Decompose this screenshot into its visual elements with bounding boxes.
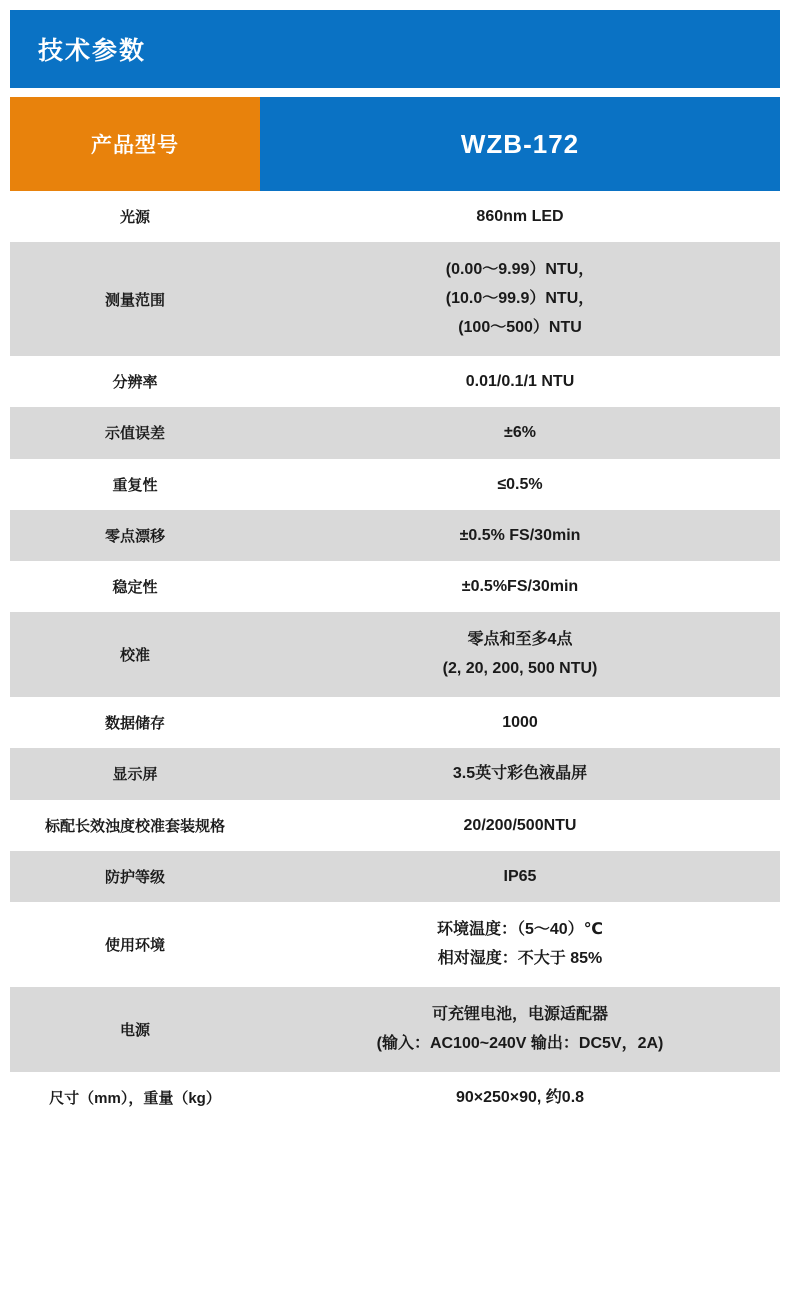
row-value-cell xyxy=(260,697,780,748)
row-label-cell xyxy=(10,459,260,510)
row-label-cell xyxy=(10,612,260,697)
table-row xyxy=(10,510,780,561)
row-value-text xyxy=(260,561,780,612)
row-label-text: 零点漂移 xyxy=(104,527,165,545)
row-value-line: 零点和至多4点 xyxy=(467,631,573,649)
row-label-text: 防护等级 xyxy=(104,868,165,886)
row-value-line: 环境温度：（5～40）℃ xyxy=(436,920,604,938)
row-label-cell xyxy=(10,191,260,242)
row-value-line: 860nm LED xyxy=(476,208,564,225)
table-header-row xyxy=(10,97,780,191)
row-label-cell xyxy=(10,242,260,356)
row-label-text: 重复性 xyxy=(112,476,158,494)
row-value-line: 20/200/500NTU xyxy=(463,816,577,834)
row-value-text xyxy=(260,987,780,1072)
row-value-text xyxy=(260,612,780,697)
row-value-text xyxy=(260,1072,780,1123)
row-value-line: 3.5英寸彩色液晶屏 xyxy=(452,765,588,783)
row-value-cell xyxy=(260,242,780,356)
row-value-cell xyxy=(260,612,780,697)
row-value-line: 0.01/0.1/1 NTU xyxy=(465,373,575,391)
header-cell-model-value: WZB-172 xyxy=(260,97,780,191)
row-value-line: ≤0.5% xyxy=(497,475,543,493)
row-label-cell xyxy=(10,697,260,748)
row-value-line: 90×250×90, 约0.8 xyxy=(455,1088,585,1106)
row-value-text xyxy=(260,800,780,851)
row-value-cell xyxy=(260,748,780,799)
row-label-cell xyxy=(10,407,260,458)
spec-sheet-page xyxy=(0,10,790,1298)
row-label-text: 尺寸（mm），重量（kg） xyxy=(49,1089,221,1107)
row-value-line: (0.00～9.99）NTU， xyxy=(445,261,595,279)
table-row xyxy=(10,612,780,697)
row-value-text xyxy=(260,459,780,510)
row-label-text: 数据储存 xyxy=(104,715,165,733)
row-value-cell xyxy=(260,356,780,407)
page-title: 技术参数 xyxy=(38,37,147,65)
row-value-line: (输入：AC100~240V 输出：DC5V，2A) xyxy=(376,1034,664,1052)
row-label-cell xyxy=(10,510,260,561)
table-body xyxy=(10,97,780,1123)
row-value-line: ±0.5% FS/30min xyxy=(459,526,581,544)
row-value-line: ±0.5%FS/30min xyxy=(461,577,579,595)
row-label-cell xyxy=(10,356,260,407)
row-value-line: (100～500）NTU xyxy=(458,319,582,337)
row-value-cell xyxy=(260,851,780,902)
row-value-line: (2, 20, 200, 500 NTU) xyxy=(442,660,598,678)
row-value-text xyxy=(260,851,780,902)
row-label-text: 电源 xyxy=(119,1021,150,1039)
banner-title-bar xyxy=(10,10,780,88)
header-cell-model-label: 产品型号 xyxy=(10,97,260,191)
row-value-text xyxy=(260,748,780,799)
row-value-line: IP65 xyxy=(503,867,537,885)
row-label-cell xyxy=(10,561,260,612)
row-label-text: 稳定性 xyxy=(112,579,158,597)
row-label-text: 显示屏 xyxy=(112,766,158,784)
table-row xyxy=(10,902,780,987)
row-label-text: 校准 xyxy=(119,647,150,665)
table-row xyxy=(10,800,780,851)
row-value-line: (10.0～99.9）NTU， xyxy=(445,290,595,308)
row-label-cell xyxy=(10,902,260,987)
row-value-line: ±6% xyxy=(504,424,536,442)
row-value-text xyxy=(260,407,780,458)
row-value-cell xyxy=(260,459,780,510)
row-value-cell xyxy=(260,800,780,851)
row-label-text: 使用环境 xyxy=(104,936,165,954)
row-label-text: 标配长效浊度校准套装规格 xyxy=(44,817,225,835)
row-value-line: 相对湿度：不大于 85% xyxy=(437,949,603,967)
table-row xyxy=(10,1072,780,1123)
row-value-cell xyxy=(260,987,780,1072)
row-value-text xyxy=(260,697,780,748)
row-label-cell xyxy=(10,851,260,902)
row-value-text xyxy=(260,356,780,407)
table-row xyxy=(10,242,780,356)
row-label-cell xyxy=(10,800,260,851)
row-value-cell xyxy=(260,191,780,242)
row-label-text: 分辨率 xyxy=(112,374,158,392)
specifications-table xyxy=(10,97,780,1123)
row-value-line: 可充锂电池，电源适配器 xyxy=(431,1005,608,1023)
row-value-cell xyxy=(260,510,780,561)
table-row xyxy=(10,191,780,242)
row-label-text: 示值误差 xyxy=(104,425,165,443)
row-value-text xyxy=(260,191,780,242)
table-row xyxy=(10,851,780,902)
row-label-cell xyxy=(10,1072,260,1123)
row-label-cell xyxy=(10,748,260,799)
table-row xyxy=(10,407,780,458)
row-value-cell xyxy=(260,1072,780,1123)
row-value-cell xyxy=(260,902,780,987)
row-value-text xyxy=(260,510,780,561)
table-row xyxy=(10,748,780,799)
table-row xyxy=(10,356,780,407)
row-value-cell xyxy=(260,407,780,458)
row-label-text: 测量范围 xyxy=(104,291,165,309)
row-value-cell xyxy=(260,561,780,612)
row-value-text xyxy=(260,902,780,987)
table-row xyxy=(10,697,780,748)
table-row xyxy=(10,561,780,612)
row-label-cell xyxy=(10,987,260,1072)
table-row xyxy=(10,987,780,1072)
row-value-line: 1000 xyxy=(502,714,538,732)
row-value-text xyxy=(260,242,780,356)
table-row xyxy=(10,459,780,510)
row-label-text: 光源 xyxy=(119,209,150,227)
